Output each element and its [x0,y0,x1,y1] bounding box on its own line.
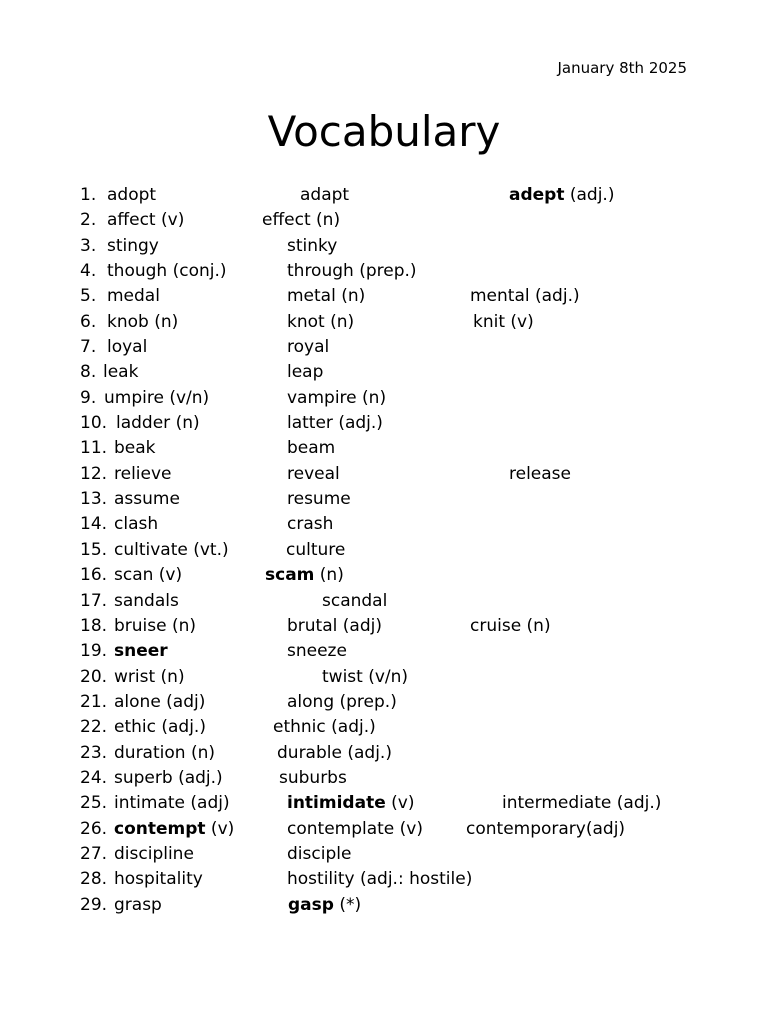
word-column-2 [277,741,392,766]
word-column-1 [114,639,168,664]
item-number: 17. [80,590,108,611]
item-number: 9. [80,387,97,408]
item-number: 13. [80,489,108,510]
word-text: latter (adj.) [287,413,383,434]
item-number: 6. [80,311,97,332]
word-text: discipline [114,843,194,864]
list-item [0,791,768,816]
item-number: 10. [80,413,108,434]
word-column-1 [116,411,200,436]
item-number: 23. [80,742,108,763]
word-column-2 [286,538,345,563]
word-text: wrist (n) [114,666,185,687]
word-text: ethic (adj.) [114,717,206,738]
word-text: knit (v) [473,311,534,332]
word-column-2 [287,411,383,436]
list-item [0,512,768,537]
item-number: 19. [80,641,108,662]
list-item [0,284,768,309]
word-column-2 [287,335,329,360]
list-item [0,867,768,892]
item-number: 25. [80,793,108,814]
word-text: knot (n) [287,311,355,332]
word-text: umpire (v/n) [104,387,210,408]
bold-word: scam [265,565,315,586]
list-item [0,563,768,588]
item-number: 24. [80,767,108,788]
item-number: 27. [80,843,108,864]
word-text: metal (n) [287,286,366,307]
bold-word: sneer [114,641,168,662]
word-text: twist (v/n) [322,666,409,687]
word-text: beak [114,438,156,459]
item-number: 12. [80,463,108,484]
word-text: durable (adj.) [277,742,392,763]
list-item [0,766,768,791]
word-text: hostility (adj.: hostile) [287,869,473,890]
list-item [0,538,768,563]
list-item [0,741,768,766]
word-text: medal [107,286,160,307]
word-text: mental (adj.) [470,286,580,307]
word-column-2 [287,386,386,411]
item-number: 21. [80,691,108,712]
word-text: assume [114,489,180,510]
word-text: beam [287,438,336,459]
word-column-3 [470,614,551,639]
item-number: 11. [80,438,108,459]
list-item [0,842,768,867]
word-column-2 [287,690,397,715]
word-text: (v) [205,818,235,839]
list-item [0,462,768,487]
word-text: affect (v) [107,210,185,231]
word-text: vampire (n) [287,387,387,408]
word-text: (n) [314,565,344,586]
word-column-2 [287,614,382,639]
item-number: 26. [80,818,108,839]
word-text: intermediate (adj.) [502,793,662,814]
word-column-2 [322,665,408,690]
word-column-2 [287,639,347,664]
list-item [0,335,768,360]
word-text: culture [286,539,346,560]
word-column-1 [114,690,205,715]
word-text: reveal [287,463,340,484]
word-column-1 [114,563,182,588]
word-text: knob (n) [107,311,179,332]
word-text: cultivate (vt.) [114,539,229,560]
word-column-3 [509,183,614,208]
list-item [0,715,768,740]
word-column-1 [103,360,138,385]
word-text: superb (adj.) [114,767,223,788]
word-text: (*) [333,894,362,915]
word-text: cruise (n) [470,615,551,636]
word-text: contemplate (v) [287,818,423,839]
word-column-1 [114,842,194,867]
word-column-1 [114,614,196,639]
list-item [0,386,768,411]
word-column-3 [473,310,534,335]
word-column-1 [114,589,179,614]
word-column-1 [107,310,178,335]
list-item [0,411,768,436]
bold-word: intimidate [287,793,386,814]
word-column-1 [114,487,180,512]
bold-word: contempt [114,818,206,839]
word-text: hospitality [114,869,203,890]
word-text: release [509,463,571,484]
word-text: suburbs [279,767,347,788]
list-item [0,817,768,842]
word-column-2 [287,436,335,461]
word-text: ethnic (adj.) [273,717,376,738]
word-text: crash [287,514,334,535]
word-text: effect (n) [262,210,341,231]
word-column-1 [107,284,160,309]
word-text: brutal (adj) [287,615,382,636]
word-column-2 [287,842,351,867]
word-text: stingy [107,235,159,256]
word-column-2 [287,284,365,309]
item-number: 8. [80,362,97,383]
word-column-2 [287,259,417,284]
word-text: disciple [287,843,352,864]
word-text: alone (adj) [114,691,206,712]
word-column-3 [466,817,625,842]
word-text: grasp [114,894,162,915]
item-number: 20. [80,666,108,687]
item-number: 7. [80,337,97,358]
word-column-2 [287,487,351,512]
word-text: along (prep.) [287,691,397,712]
document-date: January 8th 2025 [557,59,687,77]
word-column-1 [107,259,227,284]
word-column-1 [114,766,223,791]
word-text: adopt [107,185,157,205]
item-number: 5. [80,286,97,307]
list-item [0,893,768,918]
word-text: adapt [300,185,350,205]
word-text: resume [287,489,351,510]
word-text: stinky [287,235,338,256]
word-column-2 [273,715,376,740]
word-text: clash [114,514,159,535]
item-number: 16. [80,565,108,586]
page-title: Vocabulary [267,107,501,156]
word-column-2 [287,867,472,892]
item-number: 14. [80,514,108,535]
list-item [0,259,768,284]
word-column-1 [114,715,206,740]
item-number: 4. [80,261,97,282]
bold-word: adept [509,185,565,205]
word-column-2 [287,791,414,816]
word-column-2 [287,817,423,842]
word-text: (v) [385,793,415,814]
word-column-1 [114,665,185,690]
word-text: duration (n) [114,742,215,763]
list-item [0,360,768,385]
word-column-2 [279,766,347,791]
item-number: 2. [80,210,97,231]
word-column-1 [107,208,184,233]
word-column-1 [114,512,158,537]
list-item [0,208,768,233]
word-column-2 [287,462,340,487]
item-number: 29. [80,894,108,915]
item-number: 3. [80,235,97,256]
word-column-2 [300,183,349,208]
word-text: through (prep.) [287,261,417,282]
word-column-1 [107,234,159,259]
word-column-1 [114,893,162,918]
item-number: 28. [80,869,108,890]
word-text: leap [287,362,324,383]
word-column-1 [114,538,229,563]
list-item [0,183,768,208]
item-number: 1. [80,185,97,205]
list-item [0,665,768,690]
word-text: intimate (adj) [114,793,230,814]
word-column-2 [287,360,323,385]
word-column-1 [107,183,156,208]
word-column-1 [114,741,215,766]
list-item [0,310,768,335]
word-column-3 [509,462,571,487]
word-column-2 [287,234,337,259]
word-column-1 [114,867,203,892]
list-item [0,639,768,664]
list-item [0,487,768,512]
word-text: contemporary(adj) [466,818,626,839]
word-column-1 [107,335,147,360]
word-column-2 [287,310,354,335]
word-column-1 [104,386,209,411]
word-column-2 [262,208,340,233]
word-text: relieve [114,463,172,484]
word-text: scan (v) [114,565,183,586]
item-number: 15. [80,539,108,560]
item-number: 18. [80,615,108,636]
word-column-2 [288,893,361,918]
word-text: bruise (n) [114,615,197,636]
word-text: (adj.) [564,185,615,205]
bold-word: gasp [288,894,334,915]
word-column-2 [265,563,344,588]
item-number: 22. [80,717,108,738]
word-text: sneeze [287,641,347,662]
list-item [0,690,768,715]
word-text: leak [103,362,139,383]
word-column-2 [287,512,333,537]
word-column-3 [502,791,661,816]
list-item [0,234,768,259]
word-text: ladder (n) [116,413,200,434]
word-column-3 [470,284,580,309]
word-column-1 [114,817,234,842]
word-text: sandals [114,590,179,611]
vocabulary-list [0,183,768,918]
word-text: though (conj.) [107,261,227,282]
word-text: royal [287,337,330,358]
list-item [0,436,768,461]
word-column-1 [114,791,230,816]
word-text: scandal [322,590,388,611]
word-column-1 [114,436,156,461]
word-column-2 [322,589,387,614]
word-column-1 [114,462,172,487]
list-item [0,589,768,614]
word-text: loyal [107,337,148,358]
list-item [0,614,768,639]
